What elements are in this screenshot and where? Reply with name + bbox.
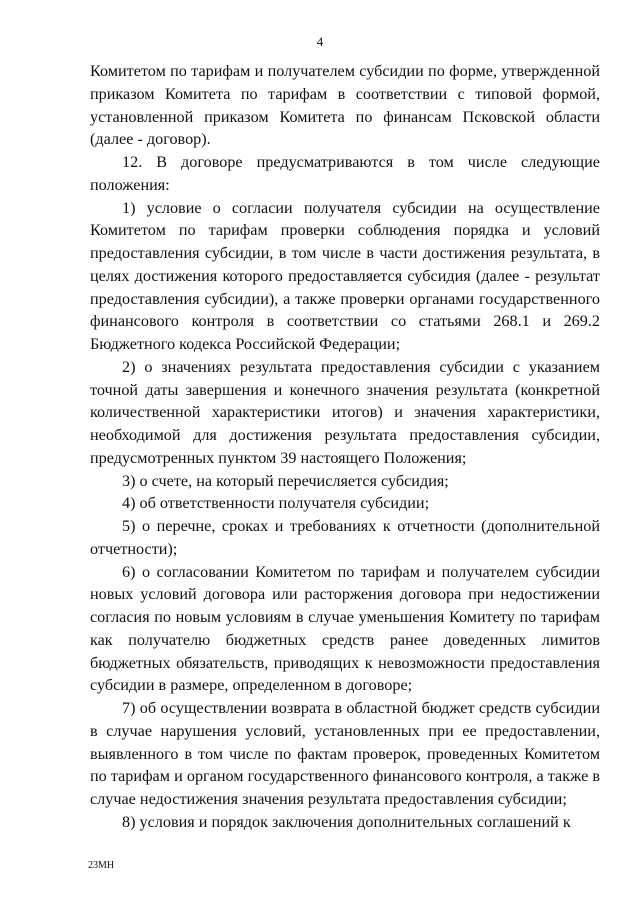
document-body [90, 60, 600, 834]
paragraph-subitem-1: 1) условие о согласии получателя субсидии на осуществление Комитетом по тарифам проверки соблюдения порядка и условий предоставления субсидии, в том числе в части достижения результата, в целях достижения которого предоставляется субсидия (далее - результат предоставления субсидии), а также проверки органами государственного финансового контроля в соответствии со статьями 268.1 и 269.2 Бюджетного кодекса Российской Федерации; [90, 198, 600, 353]
paragraph-subitem-4: 4) об ответственности получателя субсидии; [122, 494, 430, 513]
paragraph-subitem-5: 5) о перечне, сроках и требованиях к отчетности (дополнительной отчетности); [90, 517, 600, 558]
footer-code: 23МН [88, 860, 115, 871]
paragraph-subitem-3: 3) о счете, на который перечисляется субсидия; [122, 471, 449, 490]
paragraph-item-12: 12. В договоре предусматриваются в том числе следующие положения: [90, 153, 600, 194]
paragraph-subitem-7: 7) об осуществлении возврата в областной бюджет средств субсидии в случае нарушения условий, установленных при ее предоставлении, выявленного в том числе по фактам проверок, проведенных Комитетом по тарифам и органом государственного финансового контроля, а также в случае недостижения значения результата предоставления субсидии; [90, 699, 600, 808]
paragraph-subitem-6: 6) о согласовании Комитетом по тарифам и получателем субсидии новых условий договора или расторжения договора при недостижении согласия по новым условиям в случае уменьшения Комитету по тарифам как получателю бюджетных средств ранее доведенных лимитов бюджетных обязательств, приводящих к невозможности предоставления субсидии в размере, определенном в договоре; [90, 562, 600, 695]
paragraph-subitem-2: 2) о значениях результата предоставления субсидии с указанием точной даты завершения и конечного значения результата (конкретной количественной характеристики итогов) и значения характеристики, необходимой для достижения результата предоставления субсидии, предусмотренных пунктом 39 настоящего Положения; [90, 357, 600, 467]
paragraph-subitem-8: 8) условия и порядок заключения дополнительных соглашений к [122, 812, 571, 831]
paragraph-continuation: Комитетом по тарифам и получателем субсидии по форме, утвержденной приказом Комитета по тарифам в соответствии с типовой формой, установленной приказом Комитета по финансам Псковской области (далее - договор). [90, 62, 600, 149]
page-number: 4 [316, 34, 324, 49]
